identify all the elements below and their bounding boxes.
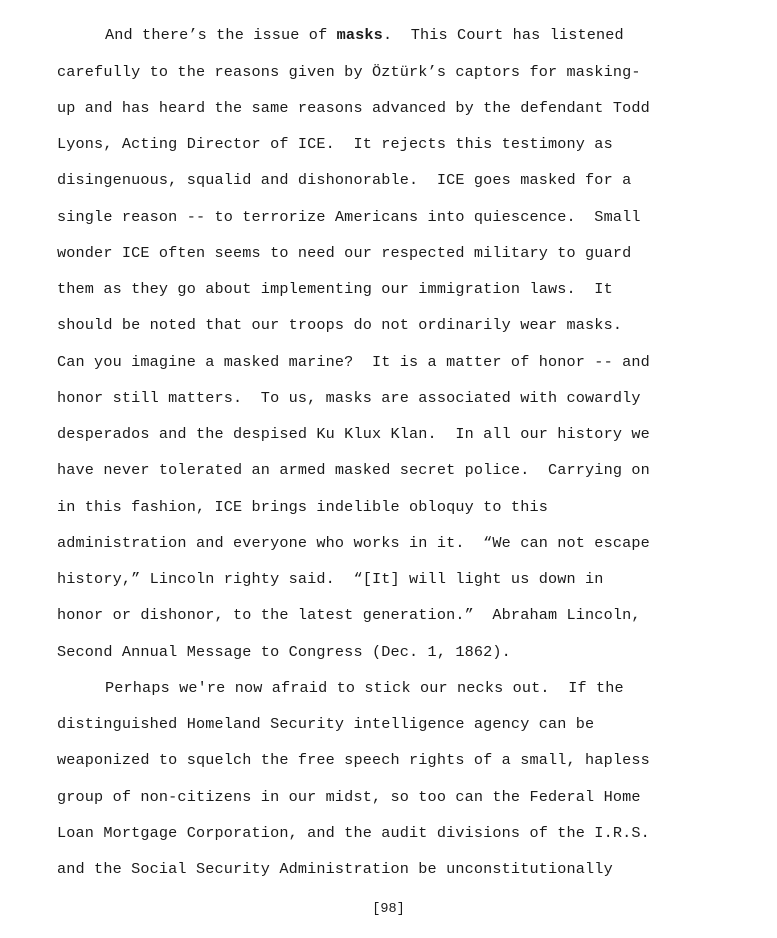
text-line: up and has heard the same reasons advanced by the defendant Todd [57,99,650,117]
text-line: wonder ICE often seems to need our respected military to guard [57,244,632,262]
text-line: disingenuous, squalid and dishonorable. ICE goes masked for a [57,171,632,189]
paragraph-1-line-1 [105,25,624,45]
text-line: carefully to the reasons given by Öztürk’s captors for masking- [57,63,641,81]
text-line: desperados and the despised Ku Klux Klan. In all our history we [57,425,650,443]
text-line: single reason -- to terrorize Americans into quiescence. Small [57,208,641,226]
emphasis-masks: masks [336,26,383,44]
text-segment: And there’s the issue of [105,26,337,44]
text-line: should be noted that our troops do not ordinarily wear masks. [57,316,623,334]
text-segment: . This Court has listened [382,26,624,44]
text-line: and the Social Security Administration be unconstitutionally [57,860,613,878]
page-number: [98] [372,902,405,917]
text-line: honor still matters. To us, masks are associated with cowardly [57,389,641,407]
text-line: history,” Lincoln righty said. “[It] will light us down in [57,570,604,588]
text-line: them as they go about implementing our immigration laws. It [57,280,613,298]
text-line: have never tolerated an armed masked secret police. Carrying on [57,461,650,479]
text-line: in this fashion, ICE brings indelible obloquy to this [57,498,548,516]
text-line: Can you imagine a masked marine? It is a matter of honor -- and [57,353,650,371]
paragraph-2-line-1: Perhaps we're now afraid to stick our necks out. If the [105,679,624,697]
text-line: group of non-citizens in our midst, so too can the Federal Home [57,788,641,806]
text-line: administration and everyone who works in it. “We can not escape [57,534,650,552]
text-line: Second Annual Message to Congress (Dec. 1, 1862). [57,643,511,661]
text-line: honor or dishonor, to the latest generation.” Abraham Lincoln, [57,606,641,624]
text-line: Lyons, Acting Director of ICE. It rejects this testimony as [57,135,613,153]
text-line: weaponized to squelch the free speech rights of a small, hapless [57,751,650,769]
text-line: Loan Mortgage Corporation, and the audit divisions of the I.R.S. [57,824,650,842]
text-line: distinguished Homeland Security intelligence agency can be [57,715,595,733]
